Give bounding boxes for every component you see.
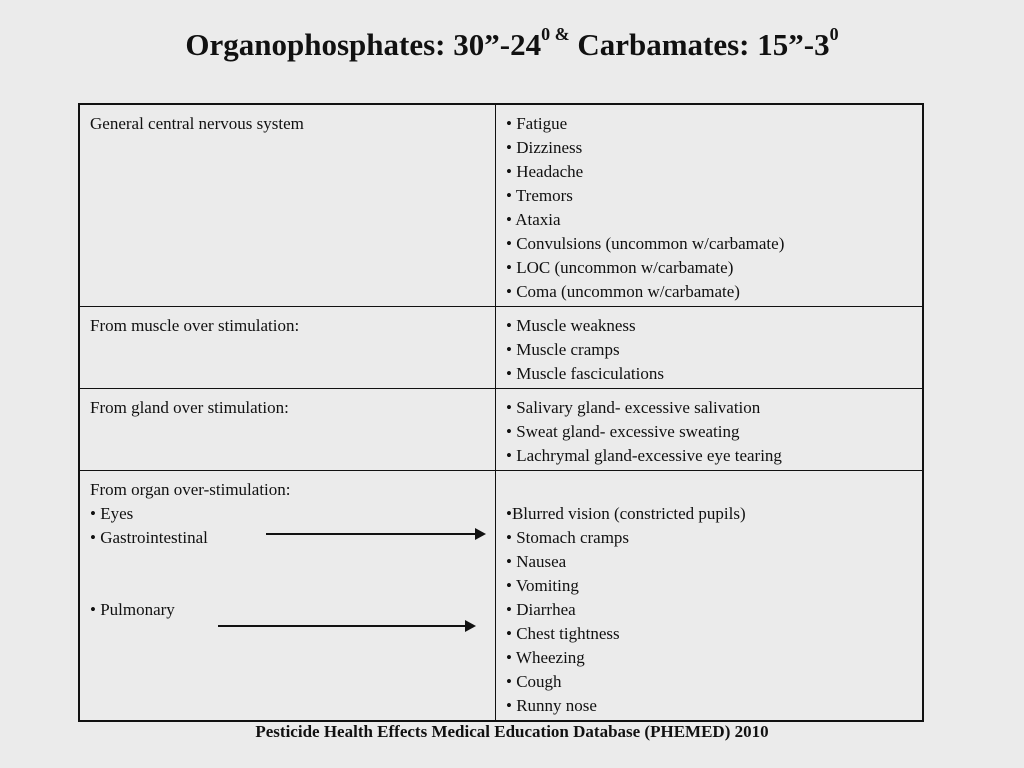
symptoms-cell <box>496 104 924 307</box>
footer-citation: Pesticide Health Effects Medical Education Database (PHEMED) 2010 <box>255 722 769 741</box>
symptom-item: • Dizziness <box>506 138 583 157</box>
table-row <box>79 389 923 471</box>
title-superscript-2: 0 <box>829 24 839 44</box>
category-label: From gland over stimulation: <box>90 398 289 417</box>
table-row <box>79 307 923 389</box>
blank-line <box>506 478 912 502</box>
symptom-item: • Convulsions (uncommon w/carbamate) <box>506 234 785 253</box>
category-cell <box>79 471 496 722</box>
symptom-item: • Chest tightness <box>506 624 620 643</box>
symptom-item: • Diarrhea <box>506 600 576 619</box>
symptom-item: • Vomiting <box>506 576 579 595</box>
title-ampersand: & <box>550 24 570 44</box>
category-cell <box>79 104 496 307</box>
slide-title <box>0 26 1024 63</box>
symptom-item: • Runny nose <box>506 696 597 715</box>
table-row <box>79 471 923 722</box>
title-superscript-1: 0 <box>541 24 551 44</box>
symptoms-table <box>78 103 924 722</box>
category-label: • Eyes <box>90 504 134 523</box>
symptom-item: • Cough <box>506 672 562 691</box>
title-part-carbamates: Carbamates: 15”-3 <box>569 27 830 62</box>
symptom-item: •Blurred vision (constricted pupils) <box>506 504 746 523</box>
symptoms-cell <box>496 389 924 471</box>
symptom-item: • Fatigue <box>506 114 568 133</box>
symptom-item: • Sweat gland- excessive sweating <box>506 422 740 441</box>
symptom-item: • Coma (uncommon w/carbamate) <box>506 282 740 301</box>
symptom-item: • Salivary gland- excessive salivation <box>506 398 761 417</box>
symptoms-cell <box>496 307 924 389</box>
symptom-item: • Lachrymal gland-excessive eye tearing <box>506 446 782 465</box>
symptom-item: • Ataxia <box>506 210 561 229</box>
category-label: • Pulmonary <box>90 600 175 619</box>
blank-line <box>90 574 485 598</box>
arrow-gastrointestinal-icon <box>266 533 484 535</box>
symptom-item: • LOC (uncommon w/carbamate) <box>506 258 734 277</box>
symptom-item: • Muscle cramps <box>506 340 620 359</box>
symptoms-table-body <box>79 104 923 721</box>
table-row <box>79 104 923 307</box>
blank-line <box>90 550 485 574</box>
category-label: General central nervous system <box>90 114 304 133</box>
symptom-item: • Headache <box>506 162 584 181</box>
symptom-item: • Muscle weakness <box>506 316 636 335</box>
symptom-item: • Wheezing <box>506 648 585 667</box>
symptom-item: • Stomach cramps <box>506 528 630 547</box>
symptom-item: • Tremors <box>506 186 573 205</box>
category-cell <box>79 307 496 389</box>
category-label: From muscle over stimulation: <box>90 316 300 335</box>
symptom-item: • Muscle fasciculations <box>506 364 664 383</box>
title-part-organophosphates: Organophosphates: 30”-24 <box>185 27 542 62</box>
arrow-pulmonary-icon <box>218 625 474 627</box>
symptoms-cell <box>496 471 924 722</box>
category-label: From organ over-stimulation: <box>90 480 291 499</box>
symptom-item: • Nausea <box>506 552 567 571</box>
category-cell <box>79 389 496 471</box>
category-label: • Gastrointestinal <box>90 528 208 547</box>
